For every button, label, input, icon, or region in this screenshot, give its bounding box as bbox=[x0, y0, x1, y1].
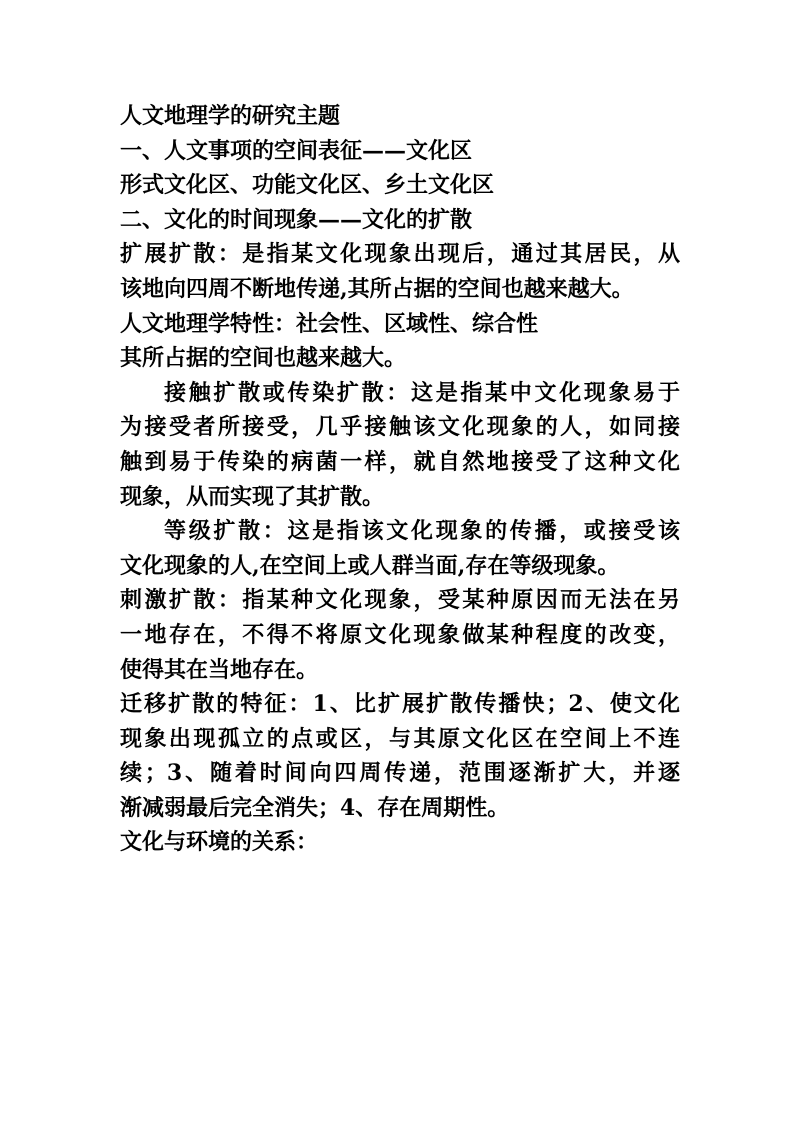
text-line: 人文地理学特性：社会性、区域性、综合性 bbox=[120, 310, 539, 337]
text-line: 一地存在，不得不将原文化现象做某种程度的改变， bbox=[120, 621, 680, 648]
text-line: 该地向四周不断地传递,其所占据的空间也越来越大。 bbox=[120, 275, 634, 302]
text-line: 扩展扩散：是指某文化现象出现后，通过其居民，从 bbox=[120, 241, 680, 268]
text-line: 其所占据的空间也越来越大。 bbox=[120, 345, 407, 372]
text-line: 刺激扩散：指某种文化现象，受某种原因而无法在另 bbox=[120, 587, 680, 614]
text-line: 文化与环境的关系： bbox=[120, 829, 319, 856]
text-line: 形式文化区、功能文化区、乡土文化区 bbox=[120, 172, 495, 199]
document-body bbox=[120, 99, 680, 860]
text-line: 续；3、随着时间向四周传递，范围逐渐扩大，并逐 bbox=[120, 760, 680, 787]
paragraph-start: 接触扩散或传染扩散：这是指某中文化现象易于 bbox=[164, 379, 680, 406]
paragraph-start: 等级扩散：这是指该文化现象的传播，或接受该 bbox=[164, 518, 680, 545]
section-heading-1: 一、人文事项的空间表征——文化区 bbox=[120, 137, 473, 164]
text-line: 为接受者所接受，几乎接触该文化现象的人，如同接 bbox=[120, 414, 680, 441]
document-title: 人文地理学的研究主题 bbox=[120, 103, 341, 129]
text-line: 现象出现孤立的点或区，与其原文化区在空间上不连 bbox=[120, 725, 680, 752]
section-heading-2: 二、文化的时间现象——文化的扩散 bbox=[120, 206, 473, 233]
text-line: 触到易于传染的病菌一样，就自然地接受了这种文化 bbox=[120, 448, 680, 475]
text-line: 文化现象的人,在空间上或人群当面,存在等级现象。 bbox=[120, 552, 620, 579]
text-line: 渐减弱最后完全消失；4、存在周期性。 bbox=[120, 794, 510, 821]
text-line: 现象，从而实现了其扩散。 bbox=[120, 483, 385, 510]
text-line: 迁移扩散的特征：1、比扩展扩散传播快；2、使文化 bbox=[120, 691, 680, 718]
text-line: 使得其在当地存在。 bbox=[120, 656, 319, 683]
